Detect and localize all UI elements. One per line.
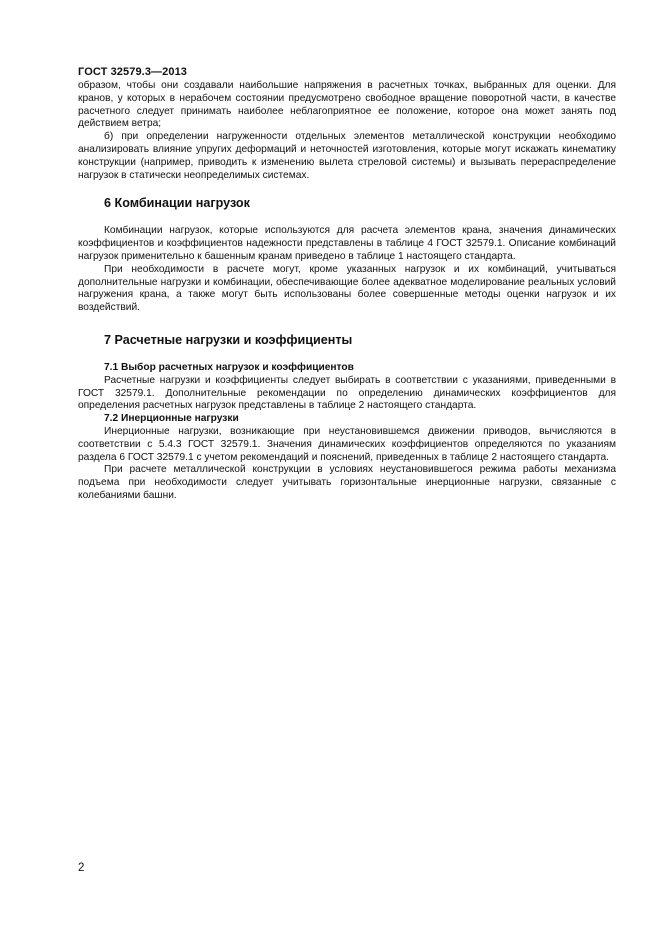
page-number: 2 xyxy=(78,862,85,874)
subsection-7-2-paragraph-1: Инерционные нагрузки, возникающие при неустановившемся движении приводов, вычисляются в соответствии с 5.4.3 ГОСТ 32579.1. Значения динамических коэффициентов определяются по указаниям раздела 6 ГОСТ 32579.1 с учетом рекомендаций и пояснений, приведенных в таблице 2 настоящего стандарта. xyxy=(78,425,616,463)
intro-paragraph-continuation: образом, чтобы они создавали наибольшие напряжения в расчетных точках, выбранных для оценки. Для кранов, у которых в нерабочем состоянии предусмотрено свободное вращение поворотной части, в качестве расчетного следует принимать наиболее неблагоприятное ее положение, которое она может занять под действием ветра; xyxy=(78,80,616,130)
document-body xyxy=(78,80,616,503)
intro-paragraph-b: б) при определении нагруженности отдельных элементов металлической конструкции необходимо анализировать влияние упругих деформаций и неточностей изготовления, которые могут искажать кинематику конструкции (например, приводить к изменению вылета стреловой системы) и вызывать перераспределение нагрузок в статически неопределимых системах. xyxy=(78,131,616,181)
section-6-paragraph-1: Комбинации нагрузок, которые используются для расчета элементов крана, значения динамических коэффициентов и коэффициентов надежности представлены в таблице 4 ГОСТ 32579.1. Описание комбинаций нагрузок применительно к башенным кранам приведено в таблице 1 настоящего стандарта. xyxy=(78,225,616,262)
section-7-heading: 7 Расчетные нагрузки и коэффициенты xyxy=(104,332,353,347)
subsection-7-1-heading: 7.1 Выбор расчетных нагрузок и коэффициентов xyxy=(104,361,354,373)
subsection-7-2-paragraph-2: При расчете металлической конструкции в условиях неустановившегося режима работы механизма подъема при необходимости следует учитывать горизонтальные инерционные нагрузки, связанные с колебаниями башни. xyxy=(78,464,616,501)
section-6-heading: 6 Комбинации нагрузок xyxy=(104,196,250,211)
subsection-7-2-heading: 7.2 Инерционные нагрузки xyxy=(104,413,239,425)
document-code-header: ГОСТ 32579.3—2013 xyxy=(78,66,188,78)
section-6-paragraph-2: При необходимости в расчете могут, кроме указанных нагрузок и их комбинаций, учитываться дополнительные нагрузки и комбинации, обеспечивающие более адекватное моделирование реальных условий нагружения крана, а также могут быть использованы более совершенные методы оценки нагрузок и их воздействий. xyxy=(78,263,616,314)
subsection-7-1-paragraph: Расчетные нагрузки и коэффициенты следует выбирать в соответствии с указаниями, приведенными в ГОСТ 32579.1. Дополнительные рекомендации по определению динамических коэффициентов для определения расчетных нагрузок представлены в таблице 2 настоящего стандарта. xyxy=(78,374,616,412)
